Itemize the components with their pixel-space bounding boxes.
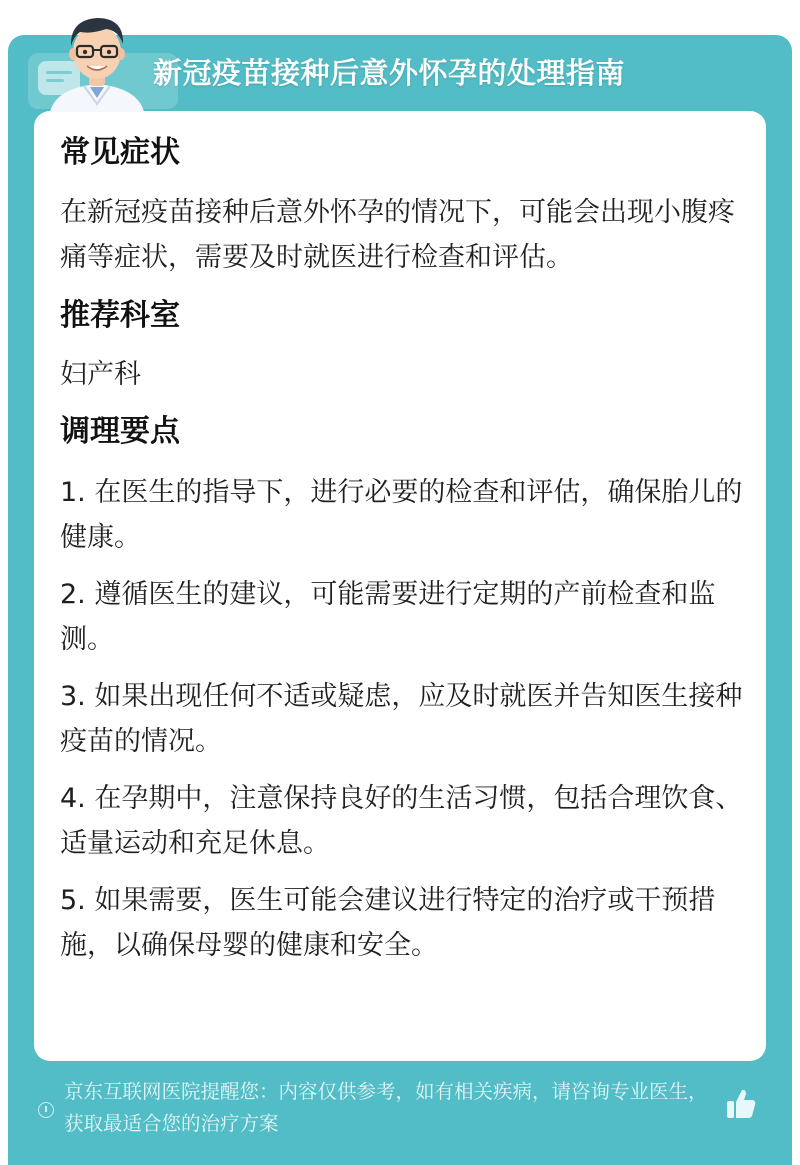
footer-notice: 京东互联网医院提醒您：内容仅供参考，如有相关疾病，请咨询专业医生，获取最适合您的治疗方案 — [64, 1080, 708, 1135]
info-icon — [38, 1102, 54, 1118]
doctor-avatar-icon — [42, 8, 152, 112]
care-item-3: 3. 如果出现任何不适或疑虑，应及时就医并告知医生接种疫苗的情况。 — [60, 681, 743, 757]
symptoms-text: 在新冠疫苗接种后意外怀孕的情况下，可能会出现小腹疼痛等症状，需要及时就医进行检查和评估。 — [60, 197, 735, 273]
department-title: 推荐科室 — [60, 298, 180, 333]
content-card — [34, 111, 766, 1061]
symptoms-title: 常见症状 — [60, 135, 180, 170]
care-item-1: 1. 在医生的指导下，进行必要的检查和评估，确保胎儿的健康。 — [60, 477, 743, 553]
care-item-5: 5. 如果需要，医生可能会建议进行特定的治疗或干预措施，以确保母婴的健康和安全。 — [60, 885, 716, 961]
page-title: 新冠疫苗接种后意外怀孕的处理指南 — [153, 56, 626, 90]
care-item-4: 4. 在孕期中，注意保持良好的生活习惯，包括合理饮食、适量运动和充足休息。 — [60, 783, 743, 859]
care-item-2: 2. 遵循医生的建议，可能需要进行定期的产前检查和监测。 — [60, 579, 716, 655]
care-title: 调理要点 — [60, 414, 180, 449]
thumbs-up-icon[interactable] — [724, 1086, 758, 1122]
guide-frame — [8, 35, 792, 1165]
department-text: 妇产科 — [60, 359, 141, 390]
